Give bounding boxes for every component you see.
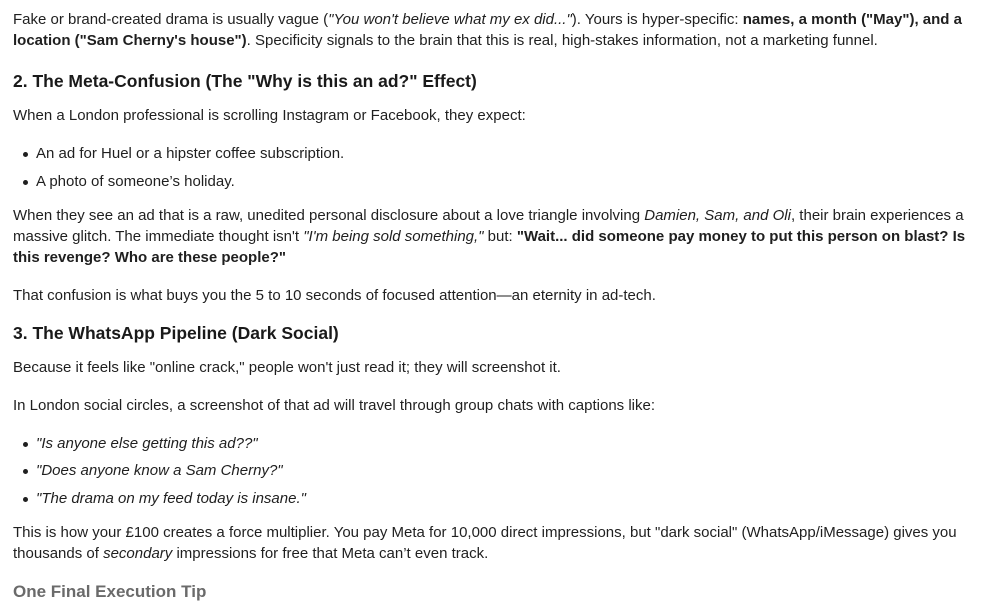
caption-quote: "The drama on my feed today is insane." <box>36 489 306 507</box>
s2p2-text-2: , their brain experiences a massive glitch. The immediate thought isn't <box>13 206 964 245</box>
s2p2-bold-quote: "Wait... did someone pay money to put this person on blast? Is this revenge? Who are these people?" <box>13 227 966 266</box>
intro-quote: "You won't believe what my ex did..." <box>328 11 572 28</box>
section-2-intro: When a London professional is scrolling Instagram or Facebook, they expect: <box>13 107 526 124</box>
intro-text-1: Fake or brand-created drama is usually vague ( <box>13 11 329 28</box>
section-3-paragraph-2: In London social circles, a screenshot of that ad will travel through group chats with captions like: <box>13 396 656 414</box>
section-2-paragraph-3: That confusion is what buys you the 5 to 10 seconds of focused attention—an eternity in ad-tech. <box>13 286 656 304</box>
document-body <box>13 9 975 603</box>
final-tip-heading: One Final Execution Tip <box>13 581 207 601</box>
intro-text-2: ). Yours is hyper-specific: <box>571 11 743 28</box>
caption-quote: "Does anyone know a Sam Cherny?" <box>36 462 283 479</box>
s3p3-text-2: impressions for free that Meta can’t even track. <box>172 544 489 562</box>
section-3-paragraph-1: Because it feels like "online crack," people won't just read it; they will screenshot it. <box>13 358 561 376</box>
s3p3-text-1: This is how your £100 creates a force multiplier. You pay Meta for 10,000 direct impressions, but "dark social" (WhatsApp/iMessage) gives you thousands of <box>13 523 957 562</box>
section-3-heading: 3. The WhatsApp Pipeline (Dark Social) <box>13 322 339 343</box>
list-item: A photo of someone’s holiday. <box>13 171 975 192</box>
section-2-heading: 2. The Meta-Confusion (The "Why is this an ad?" Effect) <box>13 71 477 91</box>
s2p2-text-3: but: <box>483 227 517 245</box>
caption-quote: "Is anyone else getting this ad??" <box>36 434 258 452</box>
s2p2-names: Damien, Sam, and Oli <box>644 206 791 224</box>
list-item <box>13 460 975 481</box>
list-item <box>13 488 975 509</box>
intro-text-3: . Specificity signals to the brain that this is real, high-stakes information, not a marketing funnel. <box>246 32 878 49</box>
section-3-paragraph-3 <box>13 522 975 564</box>
list-item <box>13 433 975 454</box>
section-2-paragraph-2 <box>13 205 975 268</box>
s2p2-text-1: When they see an ad that is a raw, unedited personal disclosure about a love triangle involving <box>13 206 645 224</box>
intro-paragraph <box>13 9 975 51</box>
section-2-bullet-list <box>13 143 975 192</box>
section-3-bullet-list <box>13 433 975 509</box>
intro-specifics: names, a month ("May"), and a location ("Sam Cherny's house") <box>13 11 962 49</box>
s2p2-quote: "I'm being sold something," <box>303 227 484 245</box>
s3p3-italic: secondary <box>103 544 173 562</box>
list-item: An ad for Huel or a hipster coffee subscription. <box>13 143 975 164</box>
